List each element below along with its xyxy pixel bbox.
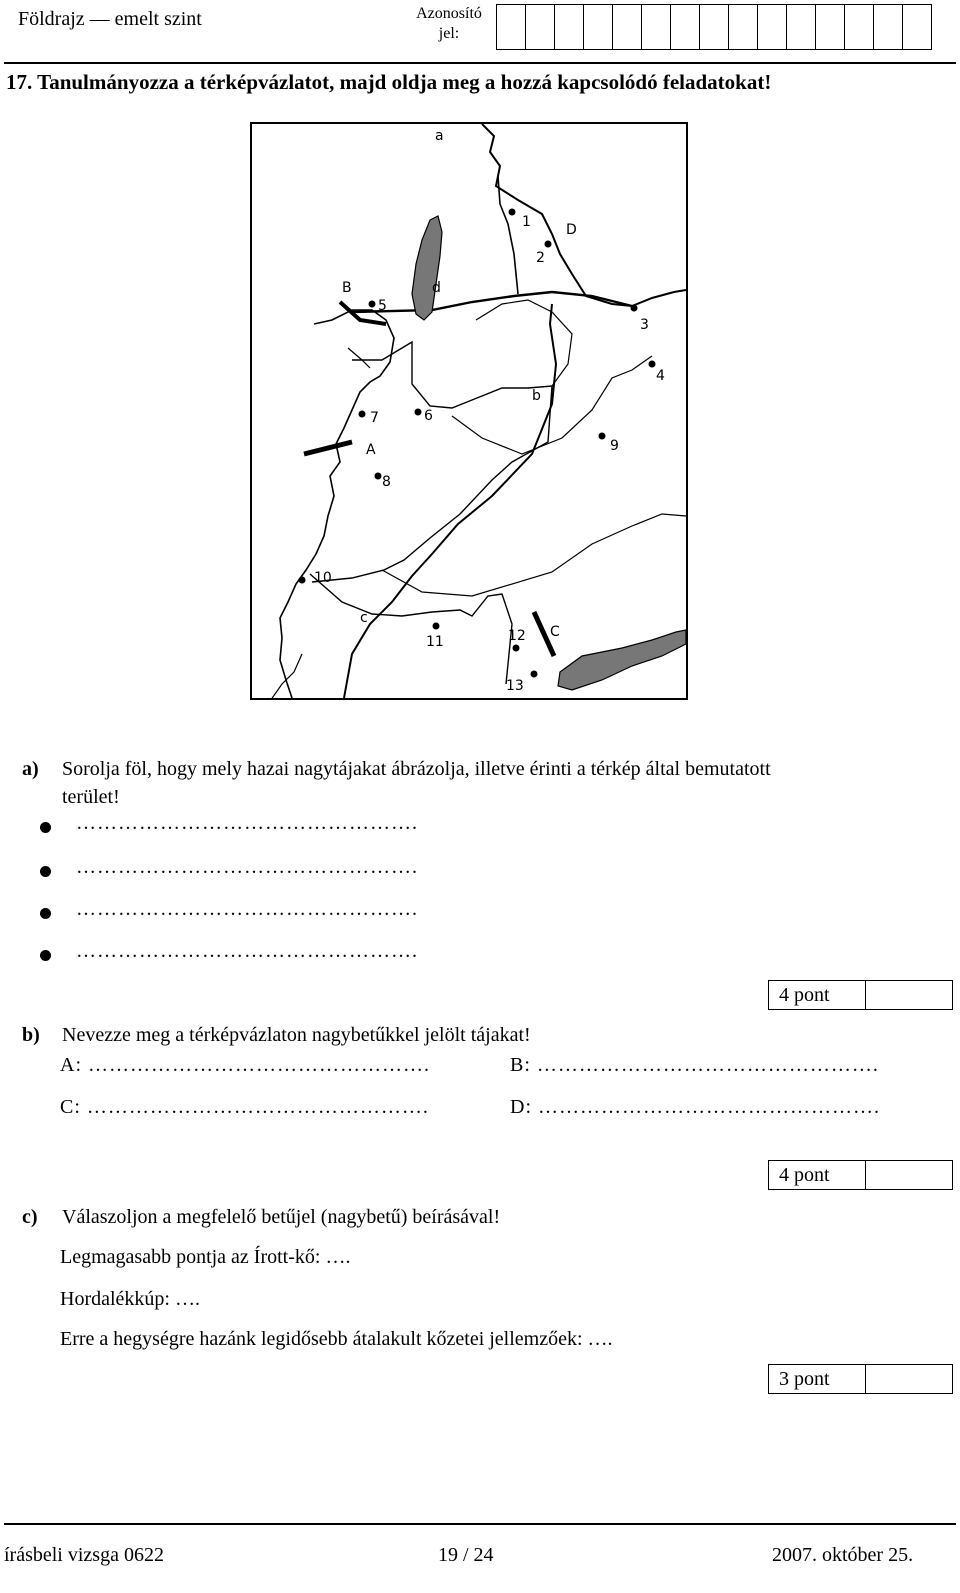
question-title: 17. Tanulmányozza a térképvázlatot, majd oldja meg a hozzá kapcsolódó feladatokat!: [6, 70, 772, 94]
question-c3[interactable]: Erre a hegységre hazánk legidősebb átalakult kőzetei jellemzőek: ….: [60, 1328, 613, 1350]
question-c1[interactable]: Legmagasabb pontja az Írott-kő: ….: [60, 1246, 351, 1268]
map-label-c: c: [360, 610, 368, 626]
answer-line-4[interactable]: ………………………………………….: [76, 940, 418, 962]
part-a-text-line1: Sorolja föl, hogy mely hazai nagytájakat ábrázolja, illetve érinti a térkép által bemutatott: [62, 758, 771, 780]
answer-line-1[interactable]: ………………………………………….: [76, 812, 418, 834]
footer-date: 2007. október 25.: [772, 1544, 914, 1566]
points-score-c[interactable]: [866, 1365, 952, 1393]
map-label-5: 5: [378, 298, 387, 314]
bullet-1: [40, 822, 51, 833]
part-a-marker: a): [22, 758, 39, 780]
map-label-6: 6: [424, 408, 433, 424]
map-label-1: 1: [522, 214, 531, 230]
answer-line-3[interactable]: ………………………………………….: [76, 898, 418, 920]
answer-A[interactable]: A: ………………………………………….: [60, 1054, 430, 1076]
map-label-7: 7: [370, 410, 379, 426]
map-label-C: C: [550, 624, 560, 640]
map-label-B: B: [342, 280, 352, 296]
points-label-c: 3 pont: [769, 1365, 866, 1393]
points-score-a[interactable]: [866, 981, 952, 1009]
map-label-a: a: [435, 128, 444, 144]
points-box-b[interactable]: [768, 1160, 953, 1190]
map-label-4: 4: [656, 368, 665, 384]
id-label: Azonosító jel:: [416, 5, 482, 42]
points-label-b: 4 pont: [769, 1161, 866, 1189]
map-label-D: D: [566, 222, 577, 238]
answer-D[interactable]: D: ………………………………………….: [510, 1096, 880, 1118]
map-sketch: [250, 122, 688, 700]
map-label-12: 12: [508, 628, 526, 644]
map-label-13: 13: [506, 678, 524, 694]
map-label-10: 10: [314, 570, 332, 586]
map-label-b: b: [532, 388, 541, 404]
map-label-11: 11: [426, 634, 444, 650]
bullet-2: [40, 866, 51, 877]
header-rule: [4, 62, 956, 64]
points-box-a[interactable]: [768, 980, 953, 1010]
points-score-b[interactable]: [866, 1161, 952, 1189]
id-boxes[interactable]: [496, 4, 932, 50]
map-label-3: 3: [640, 317, 649, 333]
part-a-text-line2: terület!: [62, 786, 120, 808]
answer-line-2[interactable]: ………………………………………….: [76, 856, 418, 878]
bullet-4: [40, 950, 51, 961]
footer-rule: [4, 1523, 956, 1525]
part-b-text: Nevezze meg a térképvázlaton nagybetűkkel jelölt tájakat!: [62, 1024, 531, 1046]
footer-left: írásbeli vizsga 0622: [4, 1544, 164, 1566]
map-label-8: 8: [382, 474, 391, 490]
part-c-text: Válaszoljon a megfelelő betűjel (nagybetű) beírásával!: [62, 1206, 501, 1228]
points-box-c[interactable]: [768, 1364, 953, 1394]
part-c-marker: c): [22, 1206, 38, 1228]
map-label-A: A: [366, 442, 376, 458]
answer-C[interactable]: C: ………………………………………….: [60, 1096, 429, 1118]
map-label-9: 9: [610, 438, 619, 454]
points-label-a: 4 pont: [769, 981, 866, 1009]
question-c2[interactable]: Hordalékkúp: ….: [60, 1288, 200, 1310]
bullet-3: [40, 908, 51, 919]
answer-B[interactable]: B: ………………………………………….: [510, 1054, 879, 1076]
map-label-2: 2: [536, 250, 545, 266]
map-label-d: d: [432, 280, 441, 296]
part-b-marker: b): [22, 1024, 40, 1046]
header-title: Földrajz — emelt szint: [18, 8, 202, 30]
page-number: 19 / 24: [438, 1544, 494, 1566]
